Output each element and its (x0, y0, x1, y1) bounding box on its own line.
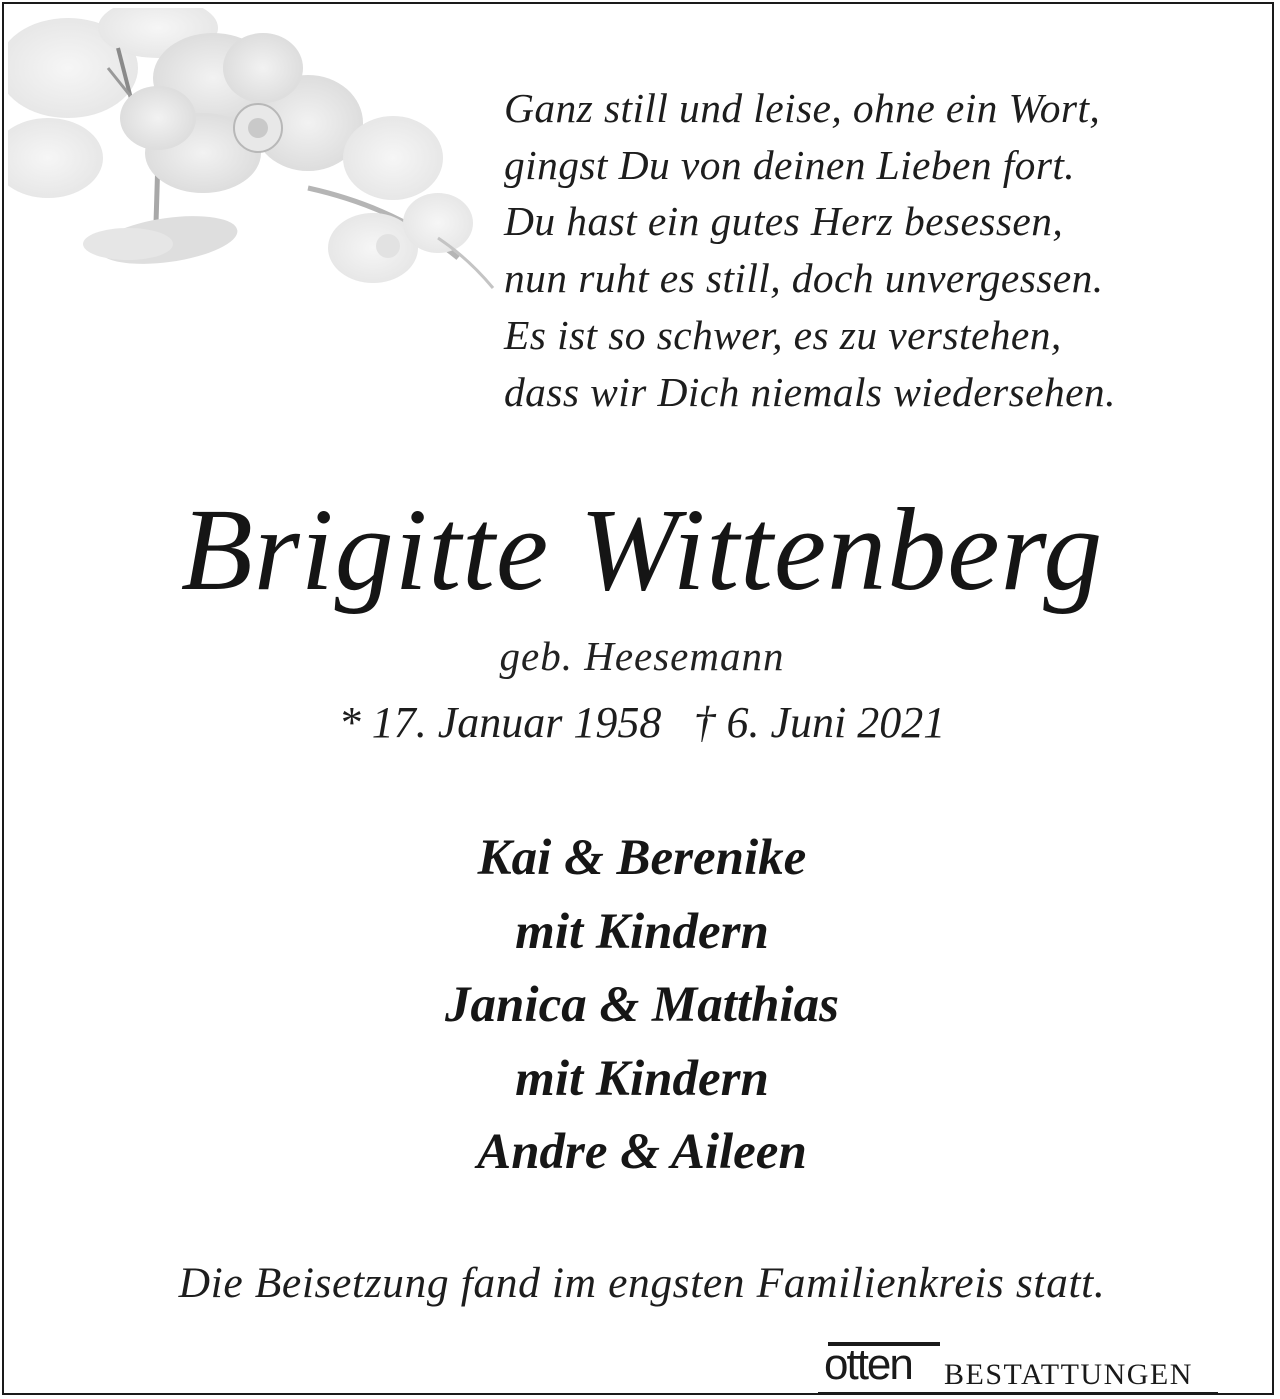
death-date: † 6. Juni 2021 (693, 698, 946, 747)
mourner-line: mit Kindern (515, 903, 769, 960)
maiden-name: geb. Heesemann (499, 633, 785, 679)
logo-underline (818, 1392, 1218, 1394)
orchid-flower-icon (8, 8, 508, 338)
life-dates (4, 694, 1280, 752)
logo-word: otten (824, 1340, 912, 1389)
poem-line: gingst Du von deinen Lieben fort. (504, 141, 1076, 188)
birth-date: * 17. Januar 1958 (338, 698, 662, 747)
obituary-notice (2, 2, 1274, 1395)
mourner-line: mit Kindern (515, 1050, 769, 1107)
poem-line: Du hast ein gutes Herz besessen, (504, 198, 1064, 245)
poem-line: Ganz still und leise, ohne ein Wort, (504, 85, 1101, 131)
poem-line: Es ist so schwer, es zu verstehen, (504, 311, 1062, 358)
mourner-line: Janica & Matthias (445, 977, 839, 1033)
deceased-name: Brigitte Wittenberg (180, 484, 1104, 615)
logo-suffix: BESTATTUNGEN (944, 1358, 1193, 1391)
poem-line: nun ruht es still, doch unvergessen. (504, 255, 1104, 302)
funeral-home-logo (818, 1340, 1218, 1396)
poem-line: dass wir Dich niemals wiedersehen. (504, 368, 1116, 415)
poem (504, 80, 1244, 420)
mourner-line: Andre & Aileen (477, 1124, 807, 1180)
mourners-list (4, 822, 1280, 1190)
mourner-line: Kai & Berenike (477, 830, 807, 886)
burial-note: Die Beisetzung fand im engsten Familienkreis statt. (178, 1259, 1106, 1307)
